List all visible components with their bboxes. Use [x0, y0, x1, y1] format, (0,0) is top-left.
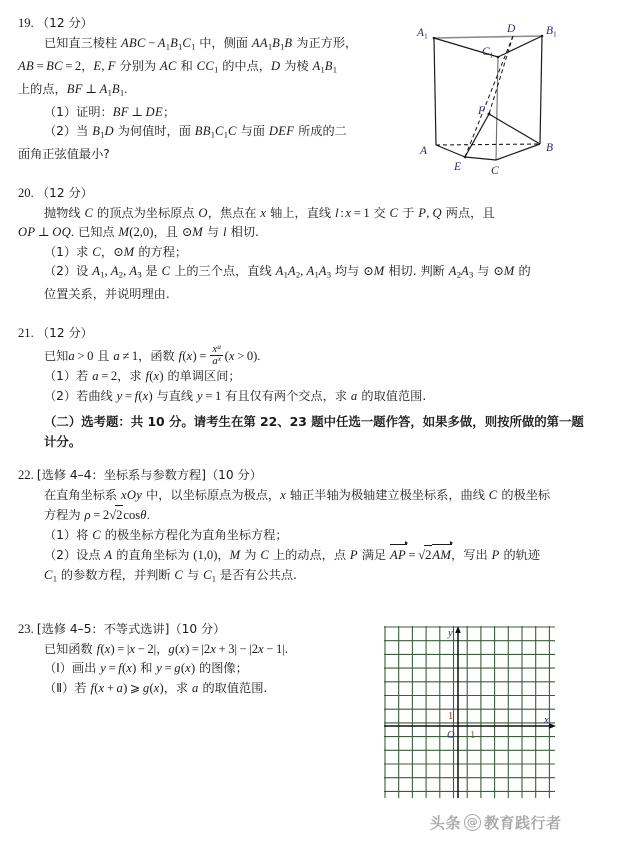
watermark: [430, 806, 610, 838]
p22-text: 在直角坐标系: [44, 487, 121, 502]
prism-svg: [412, 14, 602, 179]
p22-text: 是否有公共点.: [216, 567, 297, 582]
label-unit-x: 1: [470, 730, 476, 741]
x-axis-arrow: [549, 723, 556, 729]
problem-19-number: 19.: [18, 16, 34, 30]
p20-text: 均与: [331, 264, 364, 279]
label-x-axis: x: [544, 715, 549, 726]
p22-q2-label: （2）设点: [44, 548, 105, 563]
problem-19-body-line-3: 上的点，BF ⊥ $A_1B_1$.: [18, 81, 128, 97]
p19-text: 已知直三棱柱: [44, 35, 121, 50]
problem-23-number: 23.: [18, 622, 34, 636]
edge-b1b: [540, 36, 542, 144]
watermark-prefix: 头条: [430, 813, 462, 832]
p19-q2-label: （2）当: [44, 124, 93, 139]
problem-23: [18, 620, 398, 698]
problem-21-number: 21.: [18, 326, 34, 340]
edge-df-dashed: [489, 36, 513, 114]
problem-19-body-line-2: AB = BC = 2，E, F 分别为 AC 和 $CC_1$ 的中点，D 为棱 $A_1B_1$: [18, 58, 338, 74]
problem-20-sub-2: （2）设 $A_1$, $A_2$, $A_3$ 是 C 上的三个点，直线 $A_1A_2$, $A_1A_3$ 均与 ⊙M 相切. 判断 $A_2A_3$ 与 ⊙M 的: [44, 264, 531, 280]
problem-20: [18, 184, 601, 305]
problem-20-number: 20.: [18, 186, 34, 200]
p21-text: 已知: [44, 348, 69, 363]
label-c1: $C_1$: [482, 46, 494, 60]
p22-text: 上的动点，点: [269, 548, 350, 563]
p20-text: 与: [473, 264, 494, 279]
p22-text: 的直角坐标为: [112, 548, 194, 563]
p19-text: 与面: [236, 124, 269, 139]
label-a: A: [420, 145, 428, 157]
p20-text: 的顶点为坐标原点: [93, 205, 199, 220]
p20-text: 是: [141, 264, 162, 279]
problem-21-sub-1: （1）若 a = 2，求 f(x) 的单调区间；: [44, 369, 241, 384]
p20-q1-label: （1）求: [44, 244, 93, 259]
p21-text: 与直线: [152, 388, 197, 403]
fraction-x-a-over-a-x: $\frac{x^a}{a^x}$: [212, 342, 222, 368]
vertex-a1: [433, 37, 436, 40]
problem-22-number: 22.: [18, 468, 34, 482]
p22-text: 的参数方程，并判断: [56, 567, 175, 582]
p20-text: 相切. 判断: [384, 264, 449, 279]
p21-q2-label: （2）若曲线: [44, 388, 117, 403]
problem-23-header: [18, 620, 398, 640]
p20-text: 于: [398, 205, 419, 220]
watermark-logo-icon: [464, 814, 481, 831]
p19-text: 面角正弦值最小?: [18, 147, 110, 162]
problem-22-sub-1: （1）将 C 的极坐标方程化为直角坐标方程；: [44, 527, 288, 542]
p20-text: 抛物线: [44, 205, 85, 220]
vector-am: AM: [432, 545, 451, 566]
p19-text: 分别为: [115, 58, 161, 73]
p22-text: 满足: [357, 548, 391, 563]
vertex-c1: [497, 56, 500, 59]
label-y-axis: y: [448, 628, 453, 639]
section-note: [18, 412, 601, 451]
p20-text: 的方程；: [134, 244, 188, 259]
problem-22-body-line-2: 方程为 ρ = 2√2cosθ.: [18, 505, 601, 526]
problem-23-sub-1: （Ⅰ）画出 y = f(x) 和 y = g(x) 的图像；: [44, 661, 248, 676]
p22-text: 的极坐标方程化为直角坐标方程；: [100, 527, 288, 542]
label-unit-y: 1: [448, 711, 454, 722]
problem-22-sub-2: （2）设点 A 的直角坐标为 (1,0)，M 为 C 上的动点，点 P 满足 AP = √2AM，写出 P 的轨迹: [18, 545, 601, 566]
p19-text: 和: [176, 58, 197, 73]
label-f: F: [478, 105, 486, 117]
edge-ae: [436, 145, 465, 157]
label-d: D: [507, 23, 516, 35]
problem-22-sub-2-cont: $C_1$ 的参数方程，并判断 C 与 $C_1$ 是否有公共点.: [44, 567, 297, 584]
p21-text: 有且仅有两个交点，求: [221, 388, 351, 403]
p23-text: 和: [136, 661, 157, 676]
p22-text: 方程为: [44, 508, 85, 523]
gridlines: [384, 626, 555, 798]
problem-20-header: [18, 184, 601, 204]
label-e: E: [454, 161, 462, 173]
p19-text: 的中点，: [218, 58, 271, 73]
label-b1: $B_1$: [546, 25, 557, 39]
p22-q1-label: （1）将: [44, 527, 93, 542]
problem-19-sub-2: （2）当 $B_1D$ 为何值时，面 $BB_1C_1C$ 与面 DEF 所成的二: [44, 124, 347, 140]
vertex-b1: [541, 35, 544, 38]
p22-text: 的轨迹: [499, 548, 541, 563]
edge-ec: [465, 157, 496, 160]
p20-text: 两点，且: [441, 205, 495, 220]
vector-ap: AP: [390, 545, 406, 566]
problem-22-header: [18, 466, 601, 486]
p21-q1-label: （1）若: [44, 369, 93, 384]
sqrt-2: √2: [109, 505, 123, 526]
coordinate-grid-svg: [384, 626, 559, 802]
section-note-line-1: （二）选考题：共 10 分。请考生在第 22、23 题中任选一题作答，如果多做，则按所做的第一题: [44, 414, 584, 429]
p22-text: 的极坐标: [497, 487, 551, 502]
p20-text: 交: [369, 205, 390, 220]
edge-a1a: [434, 38, 436, 145]
problem-21-body-line-1: 已知a > 0 且 a ≠ 1，函数 f(x) = $\frac{x^a}{a^x}$ (x > 0).: [44, 342, 261, 368]
problem-19-body-line-1: 已知直三棱柱 ABC − $A_1B_1C_1$ 中，侧面 $AA_1B_1B$ 为正方形，: [44, 35, 358, 51]
edge-ab-hidden: [436, 144, 540, 145]
p19-text: 为正方形，: [292, 35, 358, 50]
vertex-e: [464, 156, 467, 159]
p19-text: 所成的二: [294, 124, 347, 139]
p23-text: 已知函数: [44, 641, 97, 656]
vertex-f: [488, 113, 491, 116]
label-b: B: [546, 142, 554, 154]
p20-text: 上的三个点，直线: [170, 264, 276, 279]
edge-b1c1: [498, 36, 542, 57]
p20-text: 位置关系，并说明理由.: [44, 287, 170, 302]
problem-23-title: [选修 4–5：不等式选讲]（10 分）: [36, 622, 226, 636]
p23-q1-label: （Ⅰ）画出: [44, 661, 101, 676]
problem-23-body-line-1: 已知函数 f(x) = |x − 2|，g(x) = |2x + 3| − |2x − 1|.: [44, 641, 288, 656]
p20-text: ，焦点在: [207, 205, 261, 220]
problem-20-points: （12 分）: [36, 186, 93, 200]
p19-text: 为何值时，面: [113, 124, 195, 139]
section-note-line-2: 计分。: [44, 433, 82, 449]
problem-20-body-line-2: OP ⊥ OQ. 已知点 M(2,0)，且 ⊙M 与 l 相切.: [18, 225, 259, 240]
p23-q2-label: （Ⅱ）若: [44, 680, 91, 695]
sqrt-2-vec: √2: [418, 545, 432, 566]
coordinate-grid-figure: [384, 626, 559, 802]
p19-q1-label: （1）证明：: [44, 104, 113, 119]
p21-text: 的单调区间；: [163, 369, 241, 384]
problem-20-body-line-1: 抛物线 C 的顶点为坐标原点 O，焦点在 x 轴上，直线 l : x = 1 交 C 于 P, Q 两点，且: [44, 205, 495, 220]
p23-text: 的取值范围.: [198, 680, 268, 695]
problem-23-sub-2: （Ⅱ）若 f(x + a) ⩾ g(x)，求 a 的取值范围.: [44, 680, 268, 695]
edge-a1b1: [434, 36, 542, 38]
p20-text: 的: [514, 264, 531, 279]
p22-text: 中，以坐标原点为极点，: [142, 487, 281, 502]
p20-q2-label: （2）设: [44, 264, 93, 279]
problem-20-sub-1: （1）求 C，⊙M 的方程；: [44, 244, 188, 259]
p23-text: 的图像；: [195, 661, 248, 676]
p19-text: 为棱: [280, 58, 313, 73]
p19-text: 上的点，: [18, 81, 67, 96]
label-origin: O: [447, 730, 455, 741]
problem-21-sub-2: （2）若曲线 y = f(x) 与直线 y = 1 有且仅有两个交点，求 a 的取值范围.: [44, 388, 427, 403]
problem-22-title: [选修 4–4：坐标系与参数方程]（10 分）: [36, 468, 262, 482]
problem-21-points: （12 分）: [36, 326, 93, 340]
problem-19-points: （12 分）: [36, 16, 93, 30]
problem-20-sub-2-cont: [18, 285, 601, 305]
problem-19-sub-1: （1）证明：BF ⊥ DE；: [44, 104, 176, 119]
prism-figure: [412, 14, 602, 179]
problem-21: [18, 324, 601, 406]
p21-text: 的取值范围.: [357, 388, 427, 403]
watermark-text: 教育践行者: [484, 813, 562, 832]
edge-c1c: [496, 57, 498, 160]
label-a1: $A_1$: [417, 27, 428, 41]
problem-22-body-line-1: 在直角坐标系 xOy 中，以坐标原点为极点，x 轴正半轴为极轴建立极坐标系，曲线 C 的极坐标: [44, 487, 551, 502]
p20-text: 轴上，直线: [266, 205, 335, 220]
label-c: C: [491, 165, 499, 177]
p22-text: 轴正半轴为极轴建立极坐标系，曲线: [286, 487, 489, 502]
p19-text: 中，侧面: [195, 35, 252, 50]
problem-22: [18, 466, 601, 589]
problem-21-header: [18, 324, 601, 344]
edge-cb: [496, 144, 540, 160]
